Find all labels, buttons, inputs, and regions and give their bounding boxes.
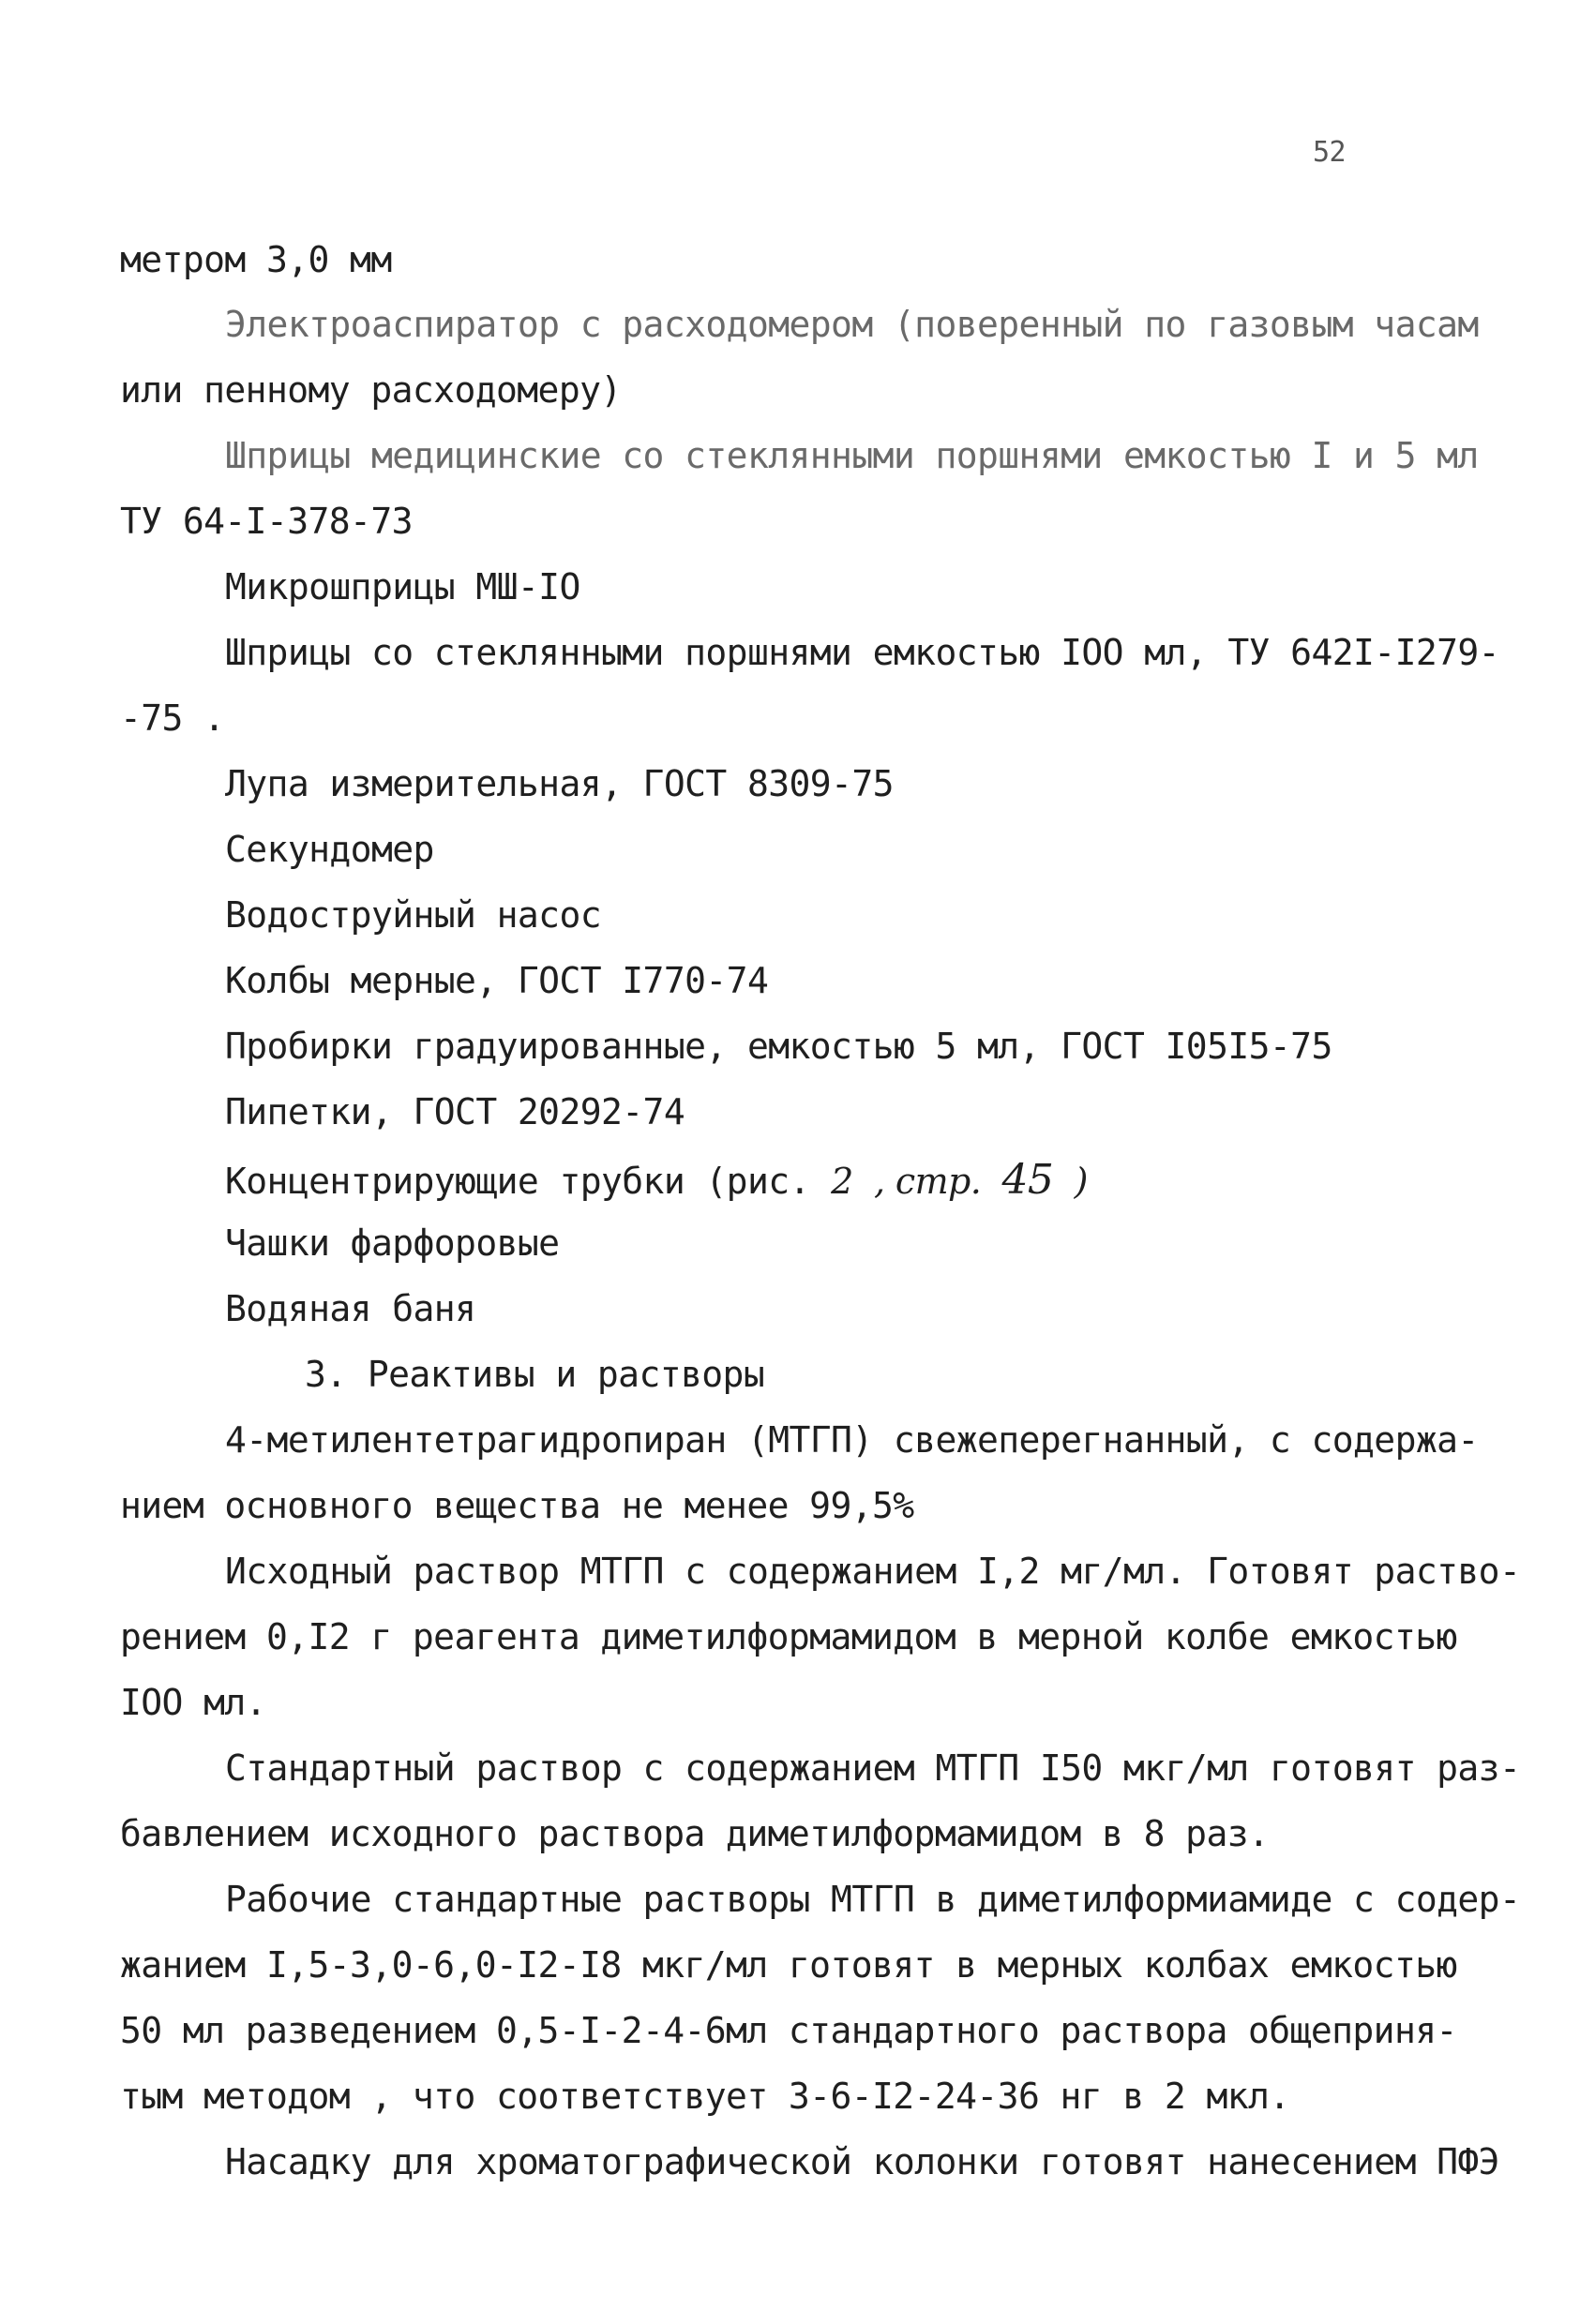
text-line: Водяная баня (225, 1288, 476, 1329)
text-line: тым методом , что соответствует 3-6-I2-24-36 нг в 2 мкл. (120, 2076, 1290, 2117)
handwritten-figure-number: 2 (831, 1161, 853, 1202)
text-line: 50 мл разведением 0,5-I-2-4-6мл стандартного раствора общеприня- (120, 2010, 1457, 2051)
text-line: Колбы мерные, ГОСТ I770-74 (225, 960, 769, 1001)
text-line: Микрошприцы МШ-IO (225, 566, 580, 607)
text-line: Насадку для хроматографической колонки готовят нанесением ПФЭ (225, 2141, 1499, 2182)
text-line: или пенному расходомеру) (120, 369, 622, 411)
text-line: Пробирки градуированные, емкостью 5 мл, ГОСТ I05I5-75 (225, 1026, 1332, 1067)
text-line: Лупа измерительная, ГОСТ 8309-75 (225, 763, 894, 804)
text-line: Стандартный раствор с содержанием МТГП I50 мкг/мл готовят раз- (225, 1747, 1521, 1789)
text-line: жанием I,5-3,0-6,0-I2-I8 мкг/мл готовят в мерных колбах емкостью (120, 1944, 1457, 1986)
text-line: Шприцы со стеклянными поршнями емкостью IOO мл, ТУ 642I-I279- (225, 632, 1499, 673)
text-line-figure-reference (225, 1156, 1088, 1204)
text-line: Шприцы медицинские со стеклянными поршнями емкостью I и 5 мл (225, 435, 1479, 476)
text-line: Пипетки, ГОСТ 20292-74 (225, 1091, 685, 1132)
page-number: 52 (1313, 136, 1346, 169)
text-line: Водоструйный насос (225, 894, 602, 936)
text-line: IOO мл. (120, 1682, 266, 1723)
text-line: ТУ 64-I-378-73 (120, 501, 413, 542)
text-line: бавлением исходного раствора диметилформамидом в 8 раз. (120, 1813, 1270, 1854)
text-line: -75 . (120, 697, 225, 739)
text-line: Исходный раствор МТГП с содержанием I,2 мг/мл. Готовят раство- (225, 1551, 1521, 1592)
text-line: Электроаспиратор с расходомером (поверенный по газовым часам (225, 304, 1479, 345)
handwritten-closing-paren: ) (1074, 1161, 1088, 1202)
text-line: 4-метилентетрагидропиран (МТГП) свежеперегнанный, с содержа- (225, 1419, 1479, 1461)
handwritten-page-label: , стр. (873, 1161, 982, 1202)
figure-reference-text: Концентрирующие трубки (рис. (225, 1161, 810, 1202)
text-line: Секундомер (225, 829, 434, 870)
text-line: рением 0,I2 г реагента диметилформамидом в мерной колбе емкостью (120, 1616, 1457, 1657)
text-line: Рабочие стандартные растворы МТГП в диметилформиамиде с содер- (225, 1879, 1521, 1920)
text-line: Чашки фарфоровые (225, 1222, 560, 1264)
section-heading: 3. Реактивы и растворы (305, 1354, 765, 1395)
handwritten-page-number: 45 (1001, 1156, 1054, 1204)
text-line: метром 3,0 мм (120, 239, 392, 280)
text-line: нием основного вещества не менее 99,5% (120, 1485, 914, 1526)
